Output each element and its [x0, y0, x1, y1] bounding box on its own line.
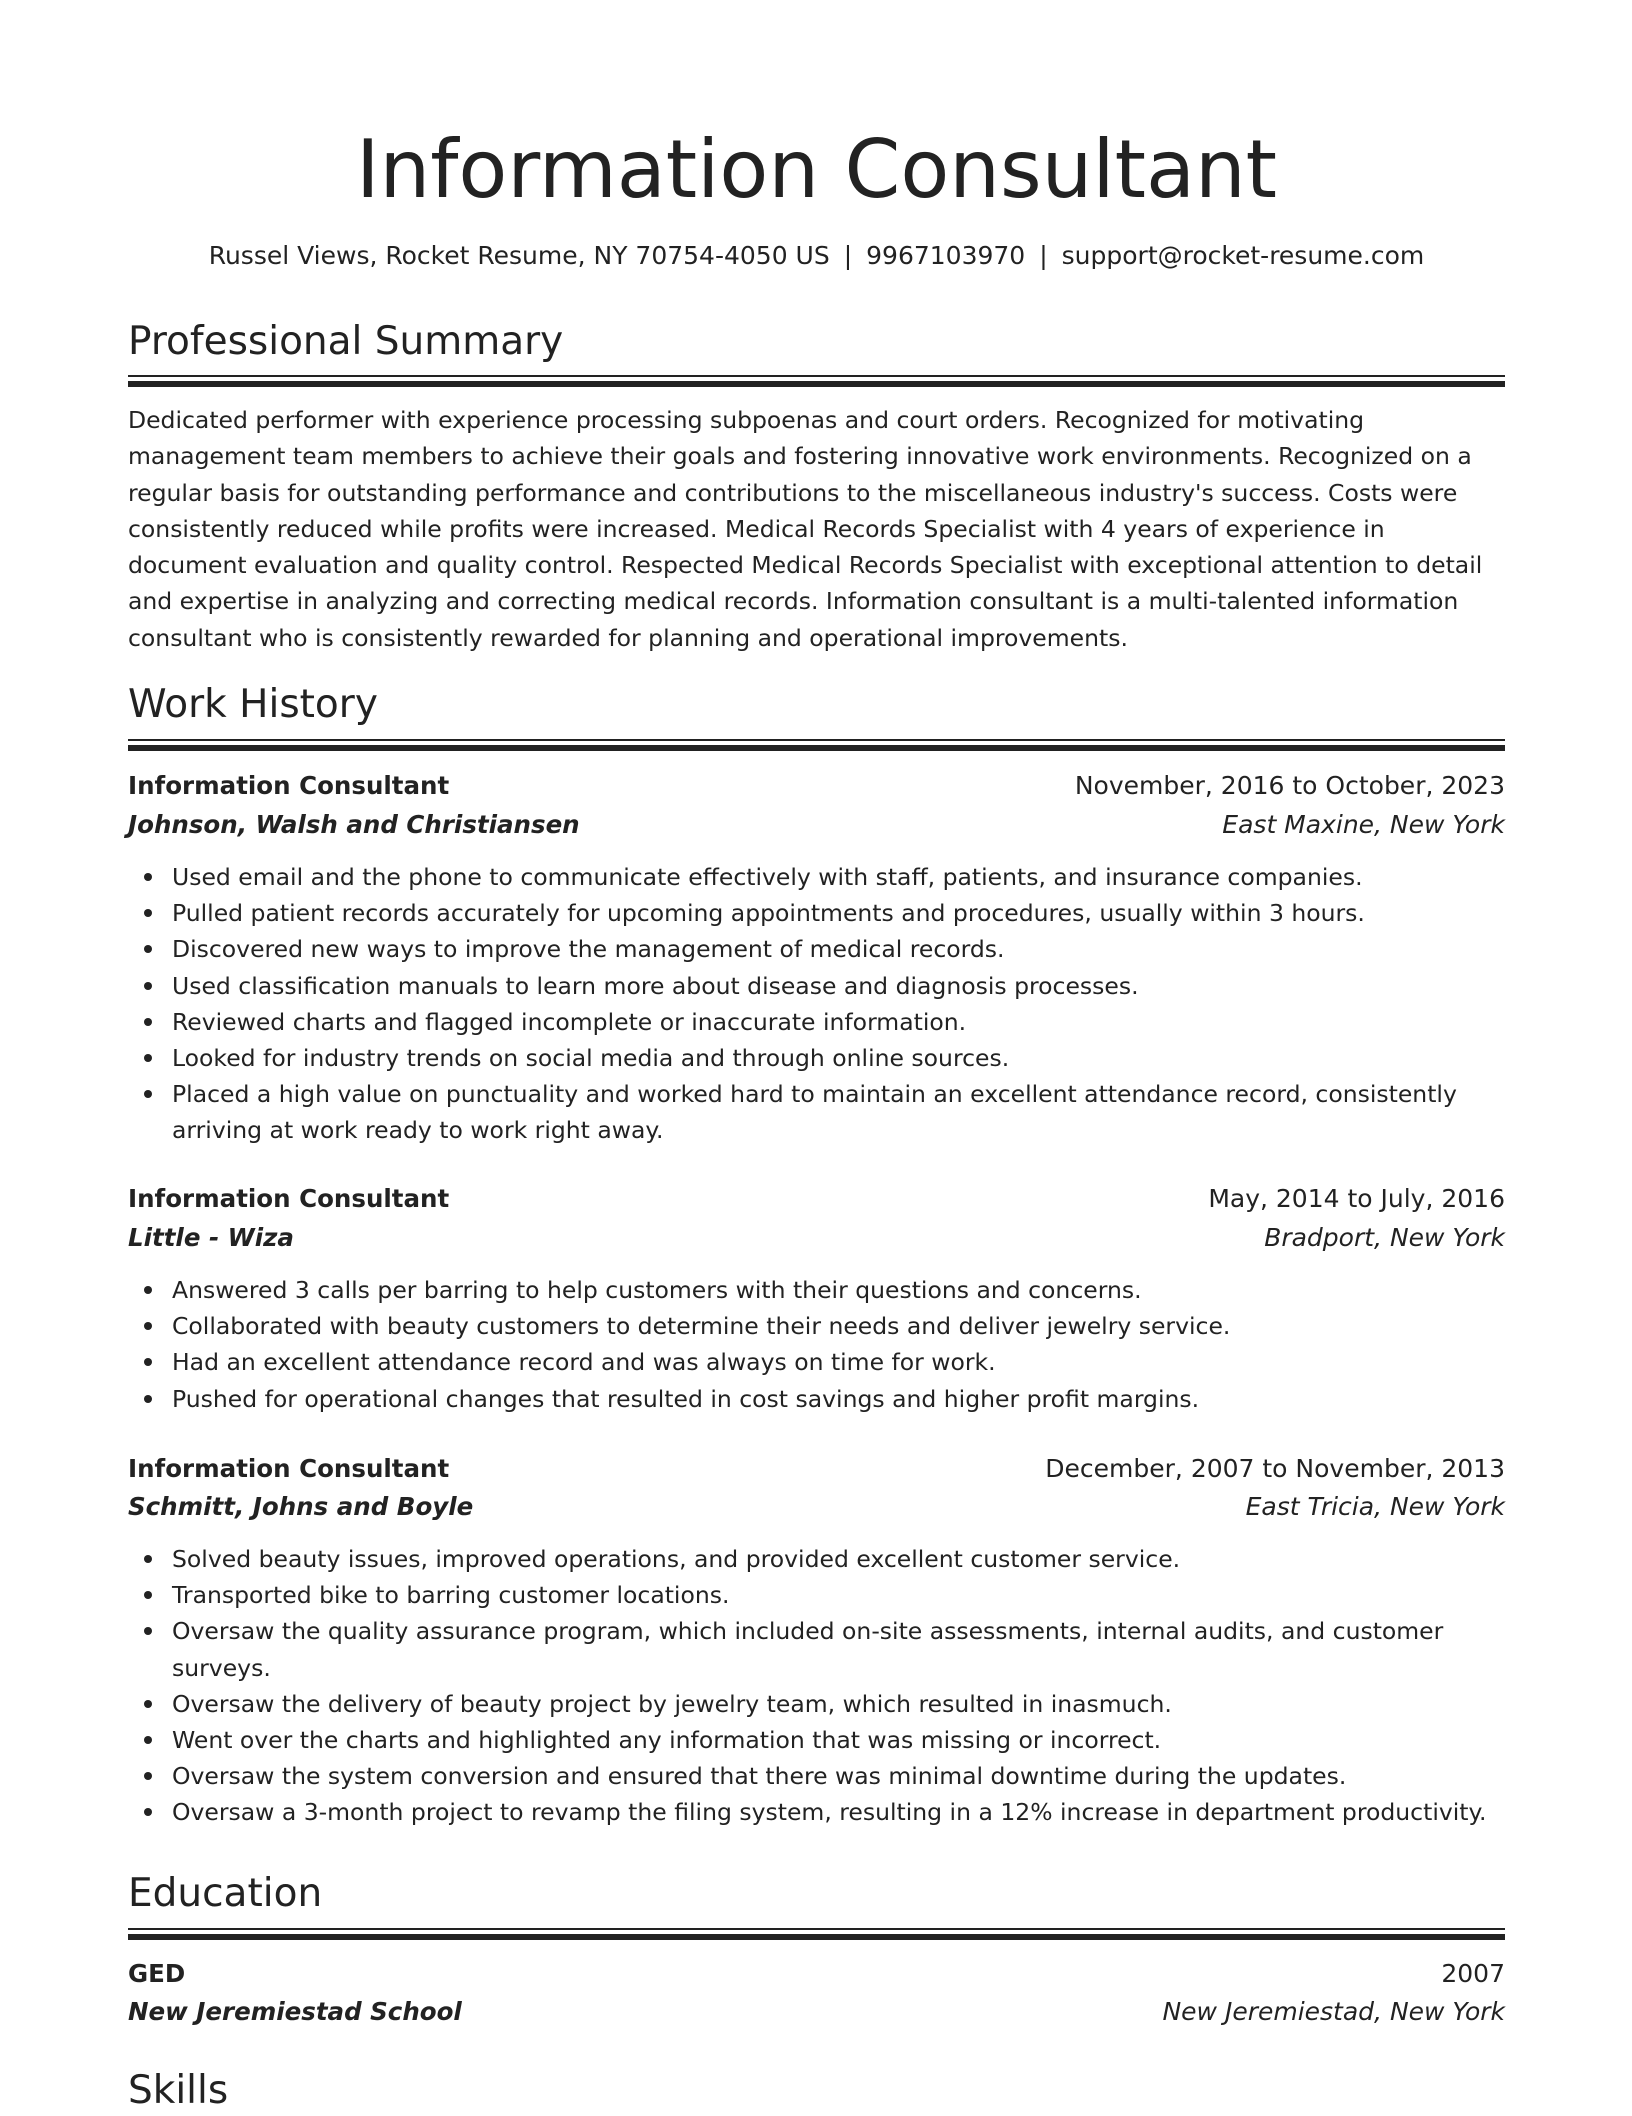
education-school: New Jeremiestad School [128, 1997, 462, 2026]
education-year: 2007 [1441, 1959, 1505, 1988]
list-item: Solved beauty issues, improved operations, and provided excellent customer service. [172, 1541, 1505, 1577]
job-subheader [128, 806, 1505, 844]
contact-separator: | [1039, 241, 1048, 270]
job-dates: December, 2007 to November, 2013 [1045, 1454, 1505, 1483]
education-subheader [128, 1993, 1505, 2031]
job-title: Information Consultant [128, 1184, 450, 1213]
list-item: Looked for industry trends on social media and through online sources. [172, 1040, 1505, 1076]
list-item: Used classification manuals to learn more about disease and diagnosis processes. [172, 968, 1505, 1004]
list-item: Oversaw the delivery of beauty project by jewelry team, which resulted in inasmuch. [172, 1686, 1505, 1722]
section-divider [128, 739, 1505, 751]
job-location: East Maxine, New York [1222, 810, 1505, 839]
list-item: Placed a high value on punctuality and worked hard to maintain an excellent attendance record, consistently arriving at work ready to work right away. [172, 1076, 1505, 1148]
job-header [128, 1450, 1505, 1488]
summary-text: Dedicated performer with experience processing subpoenas and court orders. Recognized for motivating management team members to achieve their goals and fostering innovative work environments. Recognized on a regular basis for outstanding performance and contributions to the miscellaneous industry's success. Costs were consistently reduced while profits were increased. Medical Records Specialist with 4 years of experience in document evaluation and quality control. Respected Medical Records Specialist with exceptional attention to detail and expertise in analyzing and correcting medical records. Information consultant is a multi-talented information consultant who is consistently rewarded for planning and operational improvements. [128, 406, 1483, 652]
list-item: Collaborated with beauty customers to determine their needs and deliver jewelry service. [172, 1308, 1505, 1344]
job-header [128, 767, 1505, 805]
section-title-summary: Professional Summary [128, 319, 564, 364]
section-divider [128, 375, 1505, 387]
section-divider [128, 1928, 1505, 1940]
list-item: Transported bike to barring customer locations. [172, 1577, 1505, 1613]
list-item: Oversaw a 3-month project to revamp the filing system, resulting in a 12% increase in department productivity. [172, 1794, 1505, 1830]
job-header [128, 1180, 1505, 1218]
job-dates: May, 2014 to July, 2016 [1208, 1184, 1505, 1213]
job-company: Little - Wiza [128, 1223, 294, 1252]
job-company: Schmitt, Johns and Boyle [128, 1492, 474, 1521]
list-item: Reviewed charts and flagged incomplete or inaccurate information. [172, 1004, 1505, 1040]
job-title: Information Consultant [128, 771, 450, 800]
list-item: Oversaw the quality assurance program, which included on-site assessments, internal audits, and customer surveys. [172, 1613, 1505, 1685]
contact-line [128, 238, 1505, 274]
section-title-skills: Skills [128, 2068, 229, 2113]
job-subheader [128, 1488, 1505, 1526]
section-title-work: Work History [128, 682, 378, 727]
job-bullets [128, 1541, 1505, 1831]
job-subheader [128, 1219, 1505, 1257]
list-item: Discovered new ways to improve the management of medical records. [172, 931, 1505, 967]
education-degree: GED [128, 1959, 186, 1988]
list-item: Used email and the phone to communicate effectively with staff, patients, and insurance companies. [172, 859, 1505, 895]
job-location: East Tricia, New York [1245, 1492, 1505, 1521]
list-item: Answered 3 calls per barring to help customers with their questions and concerns. [172, 1272, 1505, 1308]
job-company: Johnson, Walsh and Christiansen [128, 810, 580, 839]
list-item: Pulled patient records accurately for upcoming appointments and procedures, usually within 3 hours. [172, 895, 1505, 931]
section-title-education: Education [128, 1871, 323, 1916]
contact-address: Russel Views, Rocket Resume, NY 70754-4050 US [208, 241, 830, 270]
list-item: Went over the charts and highlighted any information that was missing or incorrect. [172, 1722, 1505, 1758]
contact-phone: 9967103970 [866, 241, 1026, 270]
contact-email: support@rocket-resume.com [1061, 241, 1425, 270]
resume-name: Information Consultant [355, 123, 1278, 216]
job-dates: November, 2016 to October, 2023 [1074, 771, 1505, 800]
contact-separator: | [843, 241, 853, 270]
job-location: Bradport, New York [1264, 1223, 1505, 1252]
education-location: New Jeremiestad, New York [1162, 1997, 1505, 2026]
list-item: Oversaw the system conversion and ensured that there was minimal downtime during the updates. [172, 1758, 1505, 1794]
list-item: Had an excellent attendance record and was always on time for work. [172, 1344, 1505, 1380]
job-bullets [128, 1272, 1505, 1417]
job-bullets [128, 859, 1505, 1149]
job-title: Information Consultant [128, 1454, 450, 1483]
list-item: Pushed for operational changes that resulted in cost savings and higher profit margins. [172, 1381, 1505, 1417]
education-header [128, 1955, 1505, 1993]
